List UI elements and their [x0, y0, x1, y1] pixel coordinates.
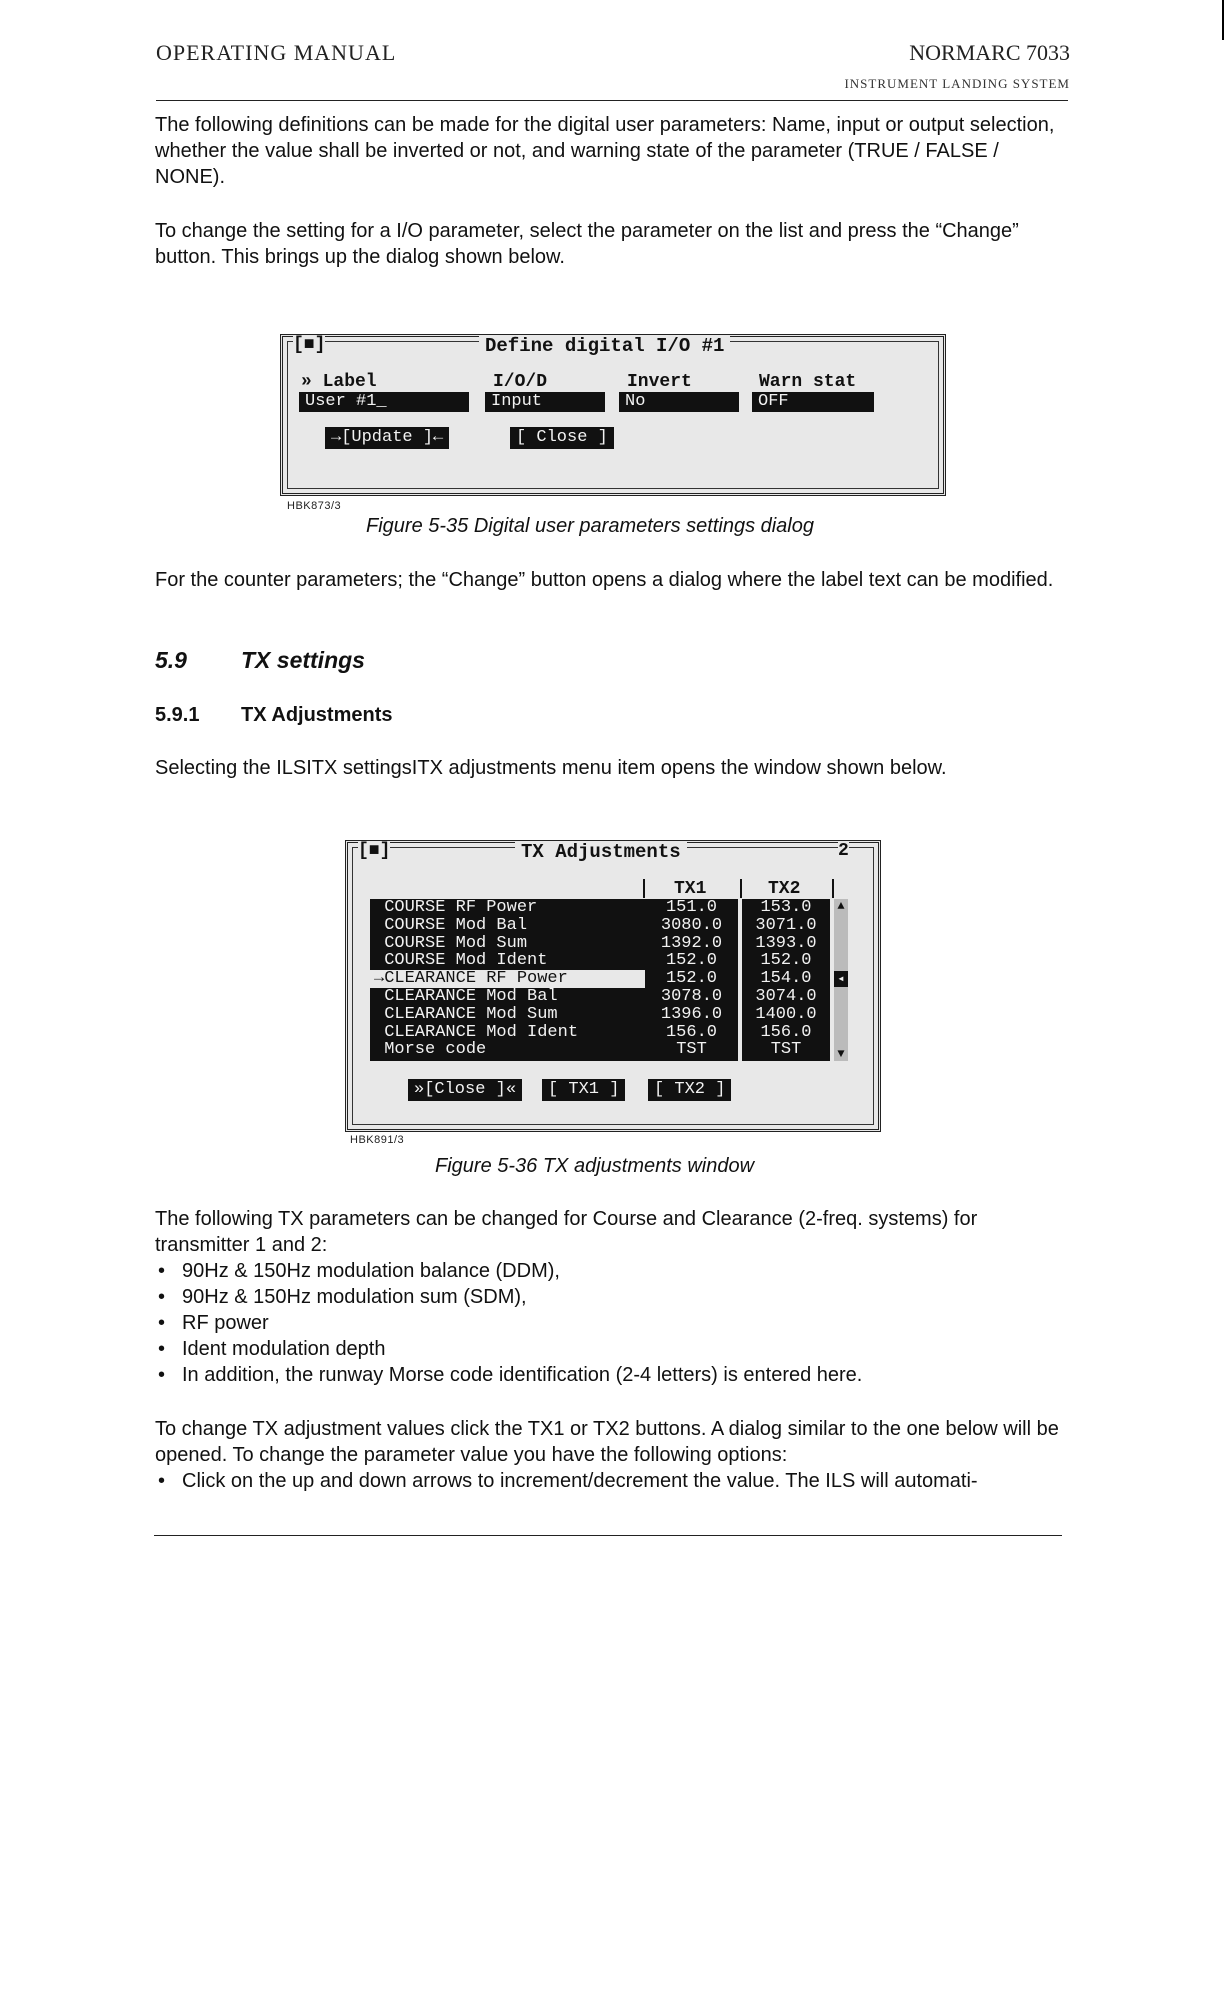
scroll-up-arrow-icon[interactable]: ▲ — [837, 899, 845, 913]
list-item: • 90Hz & 150Hz modulation balance (DDM), — [155, 1258, 1070, 1284]
tx1-value[interactable]: 3078.0 — [660, 986, 723, 1006]
paragraph-digital-definitions: The following definitions can be made for the digital user parameters: Name, input or output selection, whether the value shall be inverted or not, and warning state of the parameter (TRUE / FALSE / NONE). — [155, 114, 1055, 188]
tx2-button[interactable]: [ TX2 ] — [648, 1079, 731, 1101]
update-button[interactable]: →[Update ]← — [325, 427, 449, 449]
io-field[interactable]: Input — [485, 392, 605, 412]
section-number: 5.9 — [155, 647, 187, 673]
scroll-thumb[interactable]: ◂ — [834, 971, 848, 987]
parameter-name-list[interactable] — [370, 899, 646, 1061]
list-item: • In addition, the runway Morse code identification (2-4 letters) is entered here. — [155, 1362, 1070, 1388]
dialog-close-control[interactable]: [■] — [293, 335, 326, 355]
column-divider — [643, 879, 645, 898]
change-options-list — [155, 1468, 1070, 1494]
invert-field[interactable]: No — [619, 392, 739, 412]
tx1-button[interactable]: [ TX1 ] — [542, 1079, 625, 1101]
dialog-title: Define digital I/O #1 — [479, 335, 730, 357]
tx2-value[interactable]: 153.0 — [760, 898, 812, 917]
close-button[interactable]: [ Close ] — [510, 427, 614, 449]
list-item: • Click on the up and down arrows to increment/decrement the value. The ILS will automati- — [155, 1468, 1070, 1494]
paragraph-counter-params: For the counter parameters; the “Change” button opens a dialog where the label text can be modified. — [155, 569, 1054, 591]
list-item: • RF power — [155, 1310, 1070, 1336]
parameter-name[interactable]: COURSE Mod Sum — [374, 933, 528, 953]
tx2-value[interactable]: 3074.0 — [755, 986, 817, 1006]
label-field[interactable]: User #1_ — [299, 392, 469, 412]
section-heading — [155, 647, 365, 674]
column-header-tx1: TX1 — [674, 879, 707, 899]
close-button[interactable]: »[Close ]« — [408, 1079, 522, 1101]
parameter-name[interactable]: COURSE RF Power — [374, 898, 538, 917]
warn-stat-field[interactable]: OFF — [752, 392, 874, 412]
header-right: NORMARC 7033 — [909, 40, 1070, 65]
tx2-value[interactable]: 3071.0 — [755, 915, 817, 935]
subsection-number: 5.9.1 — [155, 704, 200, 726]
tx1-value[interactable]: 152.0 — [665, 969, 717, 989]
header-rule — [156, 100, 1068, 101]
section-title: TX settings — [241, 647, 365, 673]
window-number: 2 — [838, 841, 849, 861]
warn-stat-field-label: Warn stat — [759, 372, 857, 392]
tx1-value[interactable]: 151.0 — [665, 898, 717, 917]
figure1-tag: HBK873/3 — [287, 500, 342, 512]
invert-field-label: Invert — [627, 372, 692, 392]
header-left: OPERATING MANUAL — [156, 40, 397, 65]
figure2-caption: Figure 5-36 TX adjustments window — [435, 1155, 755, 1177]
tx1-value[interactable]: 156.0 — [665, 1022, 717, 1042]
tx1-value[interactable]: 1392.0 — [660, 933, 723, 953]
parameter-name[interactable]: Morse code — [374, 1040, 487, 1060]
io-field-label: I/O/D — [493, 372, 548, 392]
footer-rule — [154, 1535, 1062, 1536]
define-digital-io-dialog — [280, 334, 946, 496]
parameter-name[interactable]: CLEARANCE Mod Sum — [374, 1004, 558, 1024]
paragraph-change-io: To change the setting for a I/O parameter, select the parameter on the list and press the “Change” button. This brings up the dialog shown below. — [155, 220, 1019, 268]
column-divider — [740, 879, 742, 898]
list-item: • Ident modulation depth — [155, 1336, 1070, 1362]
parameter-name[interactable]: COURSE Mod Ident — [374, 951, 548, 971]
tx2-value[interactable]: 154.0 — [760, 969, 812, 989]
parameter-name[interactable]: CLEARANCE Mod Ident — [374, 1022, 579, 1042]
dialog-frame — [287, 341, 939, 489]
tx1-value[interactable]: 1396.0 — [660, 1004, 723, 1024]
parameter-name-selected[interactable]: →CLEARANCE RF Power — [370, 970, 646, 988]
tx2-value[interactable]: 152.0 — [760, 951, 812, 971]
tx1-value[interactable]: 152.0 — [665, 951, 717, 971]
label-field-label: » Label — [301, 372, 377, 392]
scroll-down-arrow-icon[interactable]: ▼ — [837, 1047, 845, 1061]
tx1-value[interactable]: 3080.0 — [660, 915, 723, 935]
window-title: TX Adjustments — [515, 841, 687, 863]
tx2-value[interactable]: 1400.0 — [755, 1004, 817, 1024]
tx2-value[interactable]: TST — [770, 1040, 802, 1060]
column-divider — [832, 879, 834, 898]
header-subtitle: INSTRUMENT LANDING SYSTEM — [844, 76, 1070, 91]
tx-adjustments-window — [345, 840, 881, 1132]
tx2-value-list[interactable] — [742, 899, 830, 1061]
paragraph-tx-params: The following TX parameters can be changed for Course and Clearance (2-freq. systems) for transmitter 1 and 2: — [155, 1208, 978, 1256]
figure1-caption: Figure 5-35 Digital user parameters settings dialog — [366, 515, 814, 537]
window-close-control[interactable]: [■] — [358, 841, 391, 861]
figure2-tag: HBK891/3 — [350, 1134, 405, 1146]
paragraph-change-values: To change TX adjustment values click the TX1 or TX2 buttons. A dialog similar to the one below will be opened. To change the parameter value you have the following options: — [155, 1418, 1059, 1466]
scrollbar[interactable] — [834, 899, 848, 1061]
tx1-value[interactable]: TST — [676, 1040, 707, 1060]
parameter-name[interactable]: COURSE Mod Bal — [374, 915, 528, 935]
tx-parameter-list — [155, 1258, 1070, 1388]
subsection-heading — [155, 704, 393, 727]
parameter-name[interactable]: CLEARANCE Mod Bal — [374, 986, 558, 1006]
list-item: • 90Hz & 150Hz modulation sum (SDM), — [155, 1284, 1070, 1310]
tx2-value[interactable]: 156.0 — [760, 1022, 812, 1042]
tx1-value-list[interactable] — [645, 899, 738, 1061]
subsection-title: TX Adjustments — [241, 704, 393, 726]
column-header-tx2: TX2 — [768, 879, 801, 899]
tx2-value[interactable]: 1393.0 — [755, 933, 817, 953]
paragraph-tx-menu: Selecting the ILSITX settingsITX adjustments menu item opens the window shown below. — [155, 757, 947, 779]
